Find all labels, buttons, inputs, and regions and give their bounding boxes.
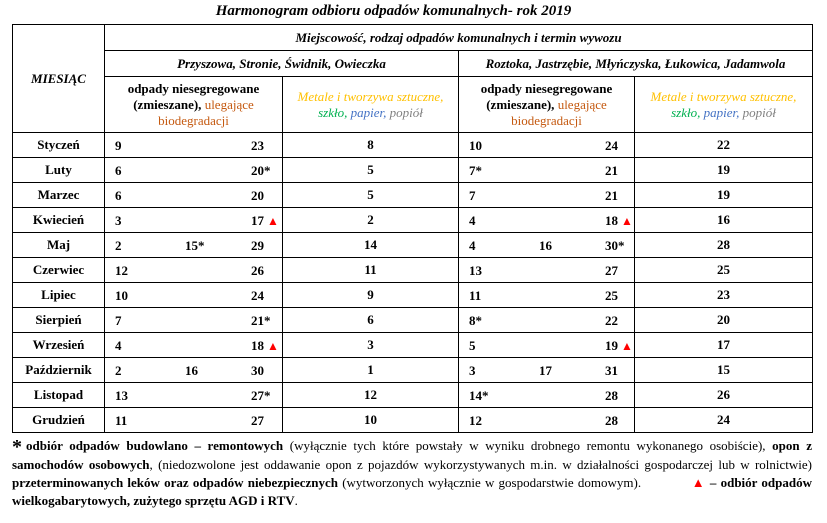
paper-label: papier, — [350, 104, 387, 120]
mixed-waste-dates-2 — [459, 233, 635, 258]
pickup-date-value: 4 — [469, 213, 476, 228]
table-row — [13, 233, 813, 258]
pickup-date — [251, 188, 264, 204]
pickup-date — [469, 413, 482, 429]
pickup-date-value: 14* — [469, 388, 489, 403]
pickup-date — [251, 313, 271, 329]
mixed-waste-dates-1 — [105, 183, 283, 208]
metal-label: Metale i tworzywa sztuczne, — [650, 88, 797, 104]
mixed-waste-dates-2 — [459, 208, 635, 233]
segregated-date-1: 1 — [283, 358, 459, 383]
pickup-date-value: 13 — [115, 388, 128, 403]
table-row — [13, 183, 813, 208]
pickup-date — [251, 238, 264, 254]
segregated-date-2: 23 — [635, 283, 813, 308]
paper-label: papier, — [703, 104, 740, 120]
month-name: Marzec — [13, 183, 105, 208]
pickup-date — [469, 388, 489, 404]
mixed-waste-dates-1 — [105, 208, 283, 233]
pickup-date-value: 7 — [115, 313, 122, 328]
pickup-date-value: 29 — [251, 238, 264, 253]
segregated-date-1: 14 — [283, 233, 459, 258]
pickup-date — [605, 213, 633, 229]
pickup-date-value: 2 — [115, 238, 122, 253]
mixed-waste-dates-2 — [459, 183, 635, 208]
pickup-date — [251, 338, 279, 354]
pickup-date — [539, 238, 552, 254]
pickup-date-value: 17 — [251, 213, 264, 228]
pickup-date-value: 11 — [115, 413, 128, 428]
pickup-date — [605, 338, 633, 354]
pickup-date-value: 17 — [539, 363, 552, 378]
pickup-date — [469, 288, 481, 304]
table-row — [13, 258, 813, 283]
pickup-date — [115, 138, 122, 154]
pickup-date — [605, 388, 618, 404]
pickup-date-value: 10 — [115, 288, 128, 303]
metal-label: Metale i tworzywa sztuczne, — [297, 88, 444, 104]
note-construction-detail: (wyłącznie tych które powstały w wyniku drobnego remontu wykonanego osobiście), — [289, 438, 766, 453]
note-construction-waste: odbiór odpadów budowlano – remontowych — [26, 438, 284, 453]
month-name: Styczeń — [13, 133, 105, 158]
pickup-date-value: 20* — [251, 163, 271, 178]
pickup-date — [115, 263, 128, 279]
segregated-date-2: 19 — [635, 158, 813, 183]
pickup-date — [115, 163, 122, 179]
table-row — [13, 308, 813, 333]
pickup-date-value: 4 — [469, 238, 476, 253]
segregated-date-1: 2 — [283, 208, 459, 233]
pickup-date-value: 27 — [251, 413, 264, 428]
mixed-waste-header-1 — [105, 77, 283, 133]
pickup-date — [115, 413, 127, 429]
triangle-icon: ▲ — [267, 214, 279, 228]
mixed-waste-header-2 — [459, 77, 635, 133]
segregated-date-2: 16 — [635, 208, 813, 233]
table-row — [13, 358, 813, 383]
bio-label: ulegające — [204, 96, 254, 112]
pickup-date-value: 23 — [251, 138, 264, 153]
mixed-waste-dates-2 — [459, 408, 635, 433]
pickup-date-value: 3 — [115, 213, 122, 228]
mixed-waste-dates-1 — [105, 333, 283, 358]
pickup-date-value: 22 — [605, 313, 618, 328]
pickup-date-value: 21* — [251, 313, 271, 328]
mixed-waste-dates-2 — [459, 333, 635, 358]
month-name: Październik — [13, 358, 105, 383]
pickup-date — [185, 238, 205, 254]
glass-label: szkło, — [671, 104, 701, 120]
month-name: Sierpień — [13, 308, 105, 333]
pickup-date — [115, 188, 122, 204]
note-tires-detail: , (niedozwolone jest oddawanie opon z pojazdów wykorzystywanych m.in. w działalności gospodarczej lub w rolnictwie) — [149, 457, 812, 472]
mixed-waste-dates-1 — [105, 408, 283, 433]
pickup-date — [115, 388, 128, 404]
pickup-date — [115, 363, 122, 379]
pickup-date-value: 15* — [185, 238, 205, 253]
locations-header: Miejscowość, rodzaj odpadów komunalnych i termin wywozu — [105, 25, 813, 51]
pickup-date — [605, 363, 618, 379]
asterisk-note-marker: * — [12, 436, 22, 458]
group2-header: Roztoka, Jastrzębie, Młyńczyska, Łukowica, Jadamwola — [459, 51, 813, 77]
pickup-date — [185, 363, 198, 379]
pickup-date — [469, 238, 476, 254]
mixed-waste-dates-2 — [459, 258, 635, 283]
mixed-waste-dates-1 — [105, 233, 283, 258]
mixed-waste-dates-2 — [459, 358, 635, 383]
pickup-date — [469, 263, 482, 279]
pickup-date-value: 8* — [469, 313, 482, 328]
triangle-icon: ▲ — [691, 475, 706, 490]
mixed-waste-dates-2 — [459, 133, 635, 158]
footer-notes — [12, 437, 812, 510]
mixed-label: odpady niesegregowane — [480, 80, 613, 96]
pickup-date-value: 24 — [605, 138, 618, 153]
mixed-waste-dates-1 — [105, 283, 283, 308]
page-title: Harmonogram odbioru odpadów komunalnych- rok 2019 — [215, 3, 572, 19]
pickup-date-value: 21 — [605, 163, 618, 178]
pickup-date-value: 16 — [539, 238, 552, 253]
pickup-date — [605, 288, 618, 304]
month-name: Czerwiec — [13, 258, 105, 283]
pickup-date-value: 30 — [251, 363, 264, 378]
mixed-waste-dates-1 — [105, 158, 283, 183]
pickup-date-value: 12 — [115, 263, 128, 278]
table-row — [13, 133, 813, 158]
note-bulky-waste: – odbiór odpadów wielkogabarytowych, zużytego sprzętu AGD i RTV — [12, 475, 812, 508]
mixed-waste-dates-1 — [105, 258, 283, 283]
pickup-date-value: 10 — [469, 138, 482, 153]
mixed-waste-dates-1 — [105, 358, 283, 383]
note-tires: opon z samochodów osobowych — [12, 438, 813, 472]
triangle-icon: ▲ — [267, 339, 279, 353]
pickup-date — [605, 263, 618, 279]
mixed-waste-dates-1 — [105, 133, 283, 158]
table-row — [13, 333, 813, 358]
pickup-date-value: 16 — [185, 363, 198, 378]
segregated-date-1: 9 — [283, 283, 459, 308]
pickup-date-value: 27 — [605, 263, 618, 278]
segregated-date-1: 5 — [283, 183, 459, 208]
segregated-date-2: 20 — [635, 308, 813, 333]
ash-label: popiół — [742, 104, 776, 120]
pickup-date-value: 24 — [251, 288, 264, 303]
pickup-date — [605, 413, 618, 429]
segregated-date-1: 8 — [283, 133, 459, 158]
segregated-date-2: 24 — [635, 408, 813, 433]
mixed-waste-dates-2 — [459, 158, 635, 183]
schedule-table — [12, 24, 813, 433]
segregated-date-2: 28 — [635, 233, 813, 258]
pickup-date-value: 7 — [469, 188, 476, 203]
pickup-date-value: 31 — [605, 363, 618, 378]
pickup-date-value: 27* — [251, 388, 271, 403]
segregated-date-2: 25 — [635, 258, 813, 283]
pickup-date — [469, 138, 482, 154]
pickup-date-value: 6 — [115, 188, 122, 203]
pickup-date — [115, 288, 128, 304]
segregated-date-1: 6 — [283, 308, 459, 333]
pickup-date-value: 12 — [469, 413, 482, 428]
pickup-date — [469, 188, 476, 204]
pickup-date-value: 18 — [605, 213, 618, 228]
segregated-date-1: 3 — [283, 333, 459, 358]
ash-label: popiół — [389, 104, 423, 120]
pickup-date-value: 21 — [605, 188, 618, 203]
table-row — [13, 408, 813, 433]
month-name: Kwiecień — [13, 208, 105, 233]
pickup-date — [251, 163, 271, 179]
pickup-date — [605, 313, 618, 329]
pickup-date — [469, 338, 476, 354]
pickup-date — [605, 163, 618, 179]
month-name: Grudzień — [13, 408, 105, 433]
mixed-waste-dates-2 — [459, 308, 635, 333]
pickup-date-value: 9 — [115, 138, 122, 153]
mixed-label-2: (zmieszane), — [133, 96, 202, 112]
pickup-date — [115, 338, 122, 354]
pickup-date-value: 30* — [605, 238, 625, 253]
pickup-date-value: 28 — [605, 413, 618, 428]
pickup-date — [115, 238, 122, 254]
pickup-date — [251, 138, 264, 154]
glass-label: szkło, — [318, 104, 348, 120]
table-row — [13, 283, 813, 308]
pickup-date — [469, 163, 482, 179]
pickup-date-value: 19 — [605, 338, 618, 353]
triangle-icon: ▲ — [621, 214, 633, 228]
pickup-date — [469, 363, 476, 379]
pickup-date-value: 28 — [605, 388, 618, 403]
mixed-label-2: (zmieszane), — [486, 96, 555, 112]
pickup-date-value: 11 — [469, 288, 482, 303]
note-hazardous-detail: (wytworzonych wyłącznie w gospodarstwie domowym). — [342, 475, 642, 490]
segregated-header-2 — [635, 77, 813, 133]
note-hazardous: przeterminowanych leków oraz odpadów niebezpiecznych — [12, 475, 338, 490]
pickup-date — [115, 313, 122, 329]
group1-header: Przyszowa, Stronie, Świdnik, Owieczka — [105, 51, 459, 77]
pickup-date-value: 20 — [251, 188, 264, 203]
table-row — [13, 383, 813, 408]
pickup-date — [469, 213, 476, 229]
mixed-waste-dates-1 — [105, 383, 283, 408]
segregated-date-2: 19 — [635, 183, 813, 208]
pickup-date — [605, 188, 618, 204]
pickup-date — [251, 213, 279, 229]
segregated-date-1: 5 — [283, 158, 459, 183]
pickup-date — [539, 363, 552, 379]
segregated-date-1: 12 — [283, 383, 459, 408]
segregated-date-1: 10 — [283, 408, 459, 433]
triangle-icon: ▲ — [621, 339, 633, 353]
pickup-date — [251, 263, 264, 279]
segregated-header-1 — [283, 77, 459, 133]
pickup-date — [251, 388, 271, 404]
pickup-date-value: 6 — [115, 163, 122, 178]
pickup-date — [605, 138, 618, 154]
mixed-waste-dates-1 — [105, 308, 283, 333]
table-row — [13, 158, 813, 183]
pickup-date — [251, 413, 264, 429]
pickup-date — [605, 238, 625, 254]
note-end: . — [294, 493, 298, 508]
pickup-date-value: 3 — [469, 363, 476, 378]
month-name: Listopad — [13, 383, 105, 408]
pickup-date — [251, 288, 264, 304]
bio-label-2: biodegradacji — [511, 112, 582, 128]
pickup-date-value: 25 — [605, 288, 618, 303]
segregated-date-2: 17 — [635, 333, 813, 358]
table-row — [13, 208, 813, 233]
segregated-date-1: 11 — [283, 258, 459, 283]
pickup-date-value: 18 — [251, 338, 264, 353]
pickup-date-value: 5 — [469, 338, 476, 353]
month-name: Luty — [13, 158, 105, 183]
segregated-date-2: 26 — [635, 383, 813, 408]
mixed-label: odpady niesegregowane — [127, 80, 260, 96]
pickup-date-value: 13 — [469, 263, 482, 278]
month-name: Maj — [13, 233, 105, 258]
bio-label-2: biodegradacji — [158, 112, 229, 128]
pickup-date — [469, 313, 482, 329]
pickup-date-value: 7* — [469, 163, 482, 178]
pickup-date-value: 2 — [115, 363, 122, 378]
month-name: Lipiec — [13, 283, 105, 308]
pickup-date — [251, 363, 264, 379]
month-column-header: MIESIĄC — [13, 25, 105, 133]
bio-label: ulegające — [557, 96, 607, 112]
segregated-date-2: 22 — [635, 133, 813, 158]
pickup-date-value: 4 — [115, 338, 122, 353]
mixed-waste-dates-2 — [459, 383, 635, 408]
pickup-date-value: 26 — [251, 263, 264, 278]
pickup-date — [115, 213, 122, 229]
month-name: Wrzesień — [13, 333, 105, 358]
mixed-waste-dates-2 — [459, 283, 635, 308]
segregated-date-2: 15 — [635, 358, 813, 383]
